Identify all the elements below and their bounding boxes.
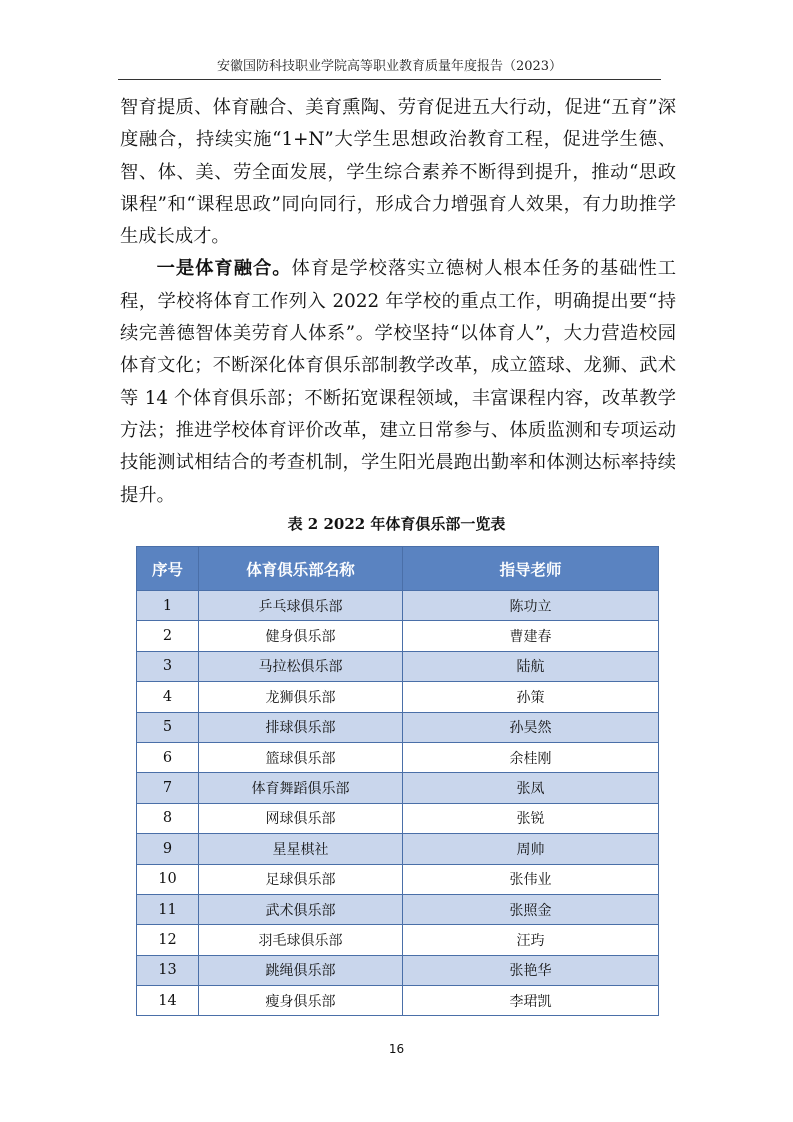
table-cell-index: 7 xyxy=(137,773,199,803)
table-row xyxy=(137,742,659,772)
table-cell-club-name: 龙狮俱乐部 xyxy=(199,682,403,712)
paragraph-body: 体育是学校落实立德树人根本任务的基础性工程，学校将体育工作列入 2022 年学校的重点工作，明确提出要“持续完善德智体美劳育人体系”。学校坚持“以体育人”，大力营造校园体育文化；不断深化体育俱乐部制教学改革，成立篮球、龙狮、武术等 14 个体育俱乐部；不断拓宽课程领域，丰富课程内容，改革教学方法；推进学校体育评价改革，建立日常参与、体质监测和专项运动技能测试相结合的考查机制，学生阳光晨跑出勤率和体测达标率持续提升。 xyxy=(120,258,677,506)
table-cell-coach: 孙策 xyxy=(403,682,659,712)
table-cell-index: 13 xyxy=(137,955,199,985)
paragraph-sports xyxy=(120,253,676,511)
table-caption: 表 2 2022 年体育俱乐部一览表 xyxy=(287,515,506,533)
table-row xyxy=(137,621,659,651)
table-cell-club-name: 足球俱乐部 xyxy=(199,864,403,894)
table-cell-index: 6 xyxy=(137,742,199,772)
paragraph-continued: 智育提质、体育融合、美育熏陶、劳育促进五大行动，促进“五育”深度融合，持续实施“1+N”大学生思想政治教育工程，促进学生德、智、体、美、劳全面发展，学生综合素养不断得到提升，推动“思政课程”和“课程思政”同向同行，形成合力增强育人效果，有力助推学生成长成才。 xyxy=(120,97,676,248)
table-cell-coach: 张锐 xyxy=(403,803,659,833)
paragraph-lead: 一是体育融合。 xyxy=(156,258,292,280)
table-cell-coach: 曹建春 xyxy=(403,621,659,651)
table-cell-club-name: 武术俱乐部 xyxy=(199,894,403,924)
table-cell-coach: 余桂刚 xyxy=(403,742,659,772)
table-cell-club-name: 体育舞蹈俱乐部 xyxy=(199,773,403,803)
table-cell-club-name: 篮球俱乐部 xyxy=(199,742,403,772)
column-header-index: 序号 xyxy=(137,547,199,591)
table-row xyxy=(137,773,659,803)
table-cell-club-name: 羽毛球俱乐部 xyxy=(199,925,403,955)
table-row xyxy=(137,591,659,621)
table-cell-index: 10 xyxy=(137,864,199,894)
running-header: 安徽国防科技职业学院高等职业教育质量年度报告（2023） xyxy=(216,59,563,74)
table-cell-index: 14 xyxy=(137,986,199,1016)
sports-club-table xyxy=(136,546,659,1016)
page-number: 16 xyxy=(388,1042,405,1056)
table-row xyxy=(137,682,659,712)
table-body xyxy=(137,591,659,1016)
table-cell-index: 1 xyxy=(137,591,199,621)
table-row xyxy=(137,864,659,894)
table-cell-index: 9 xyxy=(137,834,199,864)
table-cell-coach: 张凤 xyxy=(403,773,659,803)
table-cell-coach: 李珺凯 xyxy=(403,986,659,1016)
table-cell-club-name: 马拉松俱乐部 xyxy=(199,651,403,681)
table-cell-index: 12 xyxy=(137,925,199,955)
table-cell-index: 11 xyxy=(137,894,199,924)
header-rule xyxy=(118,79,661,80)
table-row xyxy=(137,986,659,1016)
table-row xyxy=(137,955,659,985)
table-cell-coach: 周帅 xyxy=(403,834,659,864)
table-row xyxy=(137,925,659,955)
table-cell-index: 4 xyxy=(137,682,199,712)
column-header-club-name: 体育俱乐部名称 xyxy=(199,547,403,591)
table-cell-club-name: 星星棋社 xyxy=(199,834,403,864)
table-row xyxy=(137,712,659,742)
table-cell-coach: 张照金 xyxy=(403,894,659,924)
table-row xyxy=(137,894,659,924)
table-row xyxy=(137,651,659,681)
table-header-row xyxy=(137,547,659,591)
table-row xyxy=(137,834,659,864)
table-cell-club-name: 排球俱乐部 xyxy=(199,712,403,742)
table-cell-club-name: 瘦身俱乐部 xyxy=(199,986,403,1016)
table-cell-club-name: 乒乓球俱乐部 xyxy=(199,591,403,621)
table-cell-coach: 陆航 xyxy=(403,651,659,681)
body-text xyxy=(120,92,676,512)
table-cell-coach: 张伟业 xyxy=(403,864,659,894)
table-cell-coach: 陈功立 xyxy=(403,591,659,621)
table-cell-coach: 张艳华 xyxy=(403,955,659,985)
column-header-coach: 指导老师 xyxy=(403,547,659,591)
table-cell-coach: 汪玙 xyxy=(403,925,659,955)
table-cell-index: 3 xyxy=(137,651,199,681)
table-cell-index: 2 xyxy=(137,621,199,651)
table-cell-index: 8 xyxy=(137,803,199,833)
table-cell-index: 5 xyxy=(137,712,199,742)
table-cell-club-name: 网球俱乐部 xyxy=(199,803,403,833)
table-row xyxy=(137,803,659,833)
table-cell-coach: 孙昊然 xyxy=(403,712,659,742)
table-cell-club-name: 健身俱乐部 xyxy=(199,621,403,651)
table-cell-club-name: 跳绳俱乐部 xyxy=(199,955,403,985)
